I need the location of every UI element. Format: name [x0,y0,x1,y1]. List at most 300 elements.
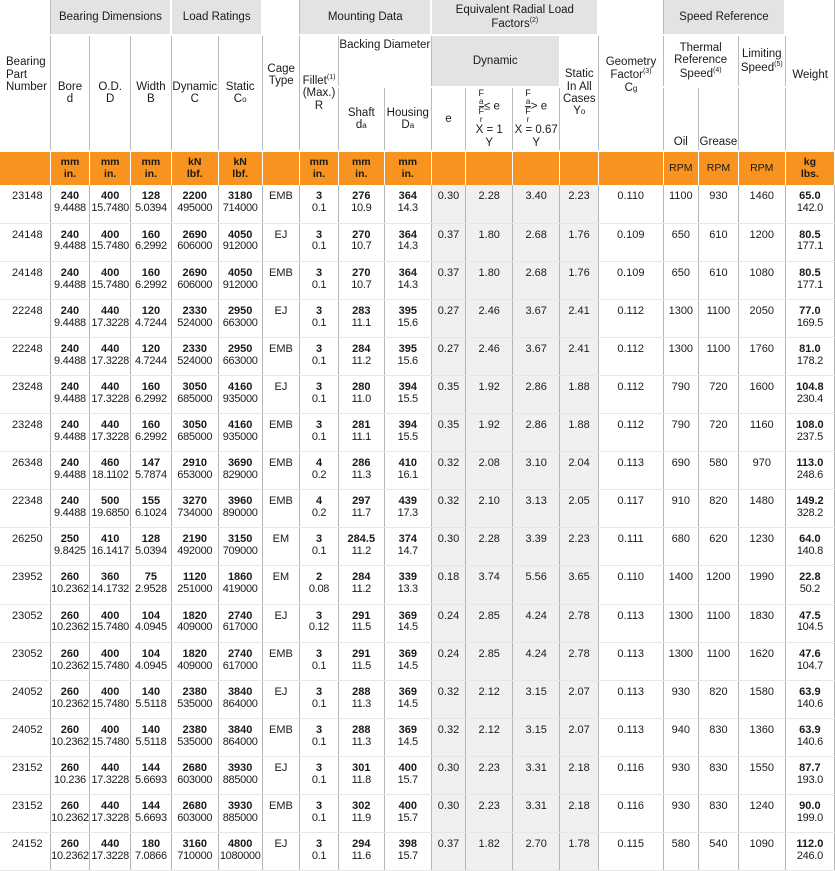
cell-cage-type: EJ [262,833,300,871]
cell-dynamic-rating: 3270 734000 [171,490,218,528]
cell-bore: 260 10.2362 [50,833,90,871]
cell-y0: 1.88 [560,414,599,452]
group-load-ratings: Load Ratings [171,0,262,35]
cell-shaft-diameter: 284 11.2 [338,337,384,375]
cell-part-number: 23248 [0,375,50,413]
cell-y-gt-e: 2.70 [513,833,560,871]
cell-limiting-speed: 1200 [738,223,785,261]
cell-bore: 240 9.4488 [50,452,90,490]
cell-shaft-diameter: 291 11.5 [338,642,384,680]
cell-grease-speed: 830 [699,718,739,756]
cell-width: 147 5.7874 [131,452,172,490]
cell-od: 440 17.3228 [90,337,131,375]
table-row [0,261,835,299]
cell-oil-speed: 930 [663,756,699,794]
cell-dynamic-rating: 3050 685000 [171,414,218,452]
cell-bore: 260 10.2362 [50,642,90,680]
cell-oil-speed: 1300 [663,337,699,375]
cell-y-le-e: 2.10 [466,490,513,528]
cell-oil-speed: 580 [663,833,699,871]
cell-y-gt-e: 5.56 [513,566,560,604]
cell-housing-diameter: 369 14.5 [384,680,431,718]
cell-cage-type: EMB [262,337,300,375]
cell-limiting-speed: 1550 [738,756,785,794]
cell-shaft-diameter: 301 11.8 [338,756,384,794]
cell-y-le-e: 2.08 [466,452,513,490]
cell-width: 160 6.2992 [131,223,172,261]
cell-cage-type: EMB [262,261,300,299]
cell-part-number: 24148 [0,261,50,299]
table-row [0,680,835,718]
cell-grease-speed: 620 [699,528,739,566]
cell-limiting-speed: 1990 [738,566,785,604]
cell-e-factor: 0.32 [431,718,465,756]
cell-static-rating: 2950 663000 [218,337,262,375]
cell-fillet: 4 0.2 [300,490,339,528]
cell-limiting-speed: 970 [738,452,785,490]
cell-cage-type: EMB [262,452,300,490]
cell-housing-diameter: 394 15.5 [384,375,431,413]
cell-static-rating: 3180 714000 [218,185,262,223]
cell-y0: 3.65 [560,566,599,604]
cell-grease-speed: 1100 [699,299,739,337]
cell-dynamic-rating: 1820 409000 [171,604,218,642]
col-thermal-speed: Thermal Reference Speed$^{(4)}$ [663,35,738,87]
table-row [0,490,835,528]
cell-od: 410 16.1417 [90,528,131,566]
cell-oil-speed: 1400 [663,566,699,604]
cell-part-number: 23052 [0,642,50,680]
cell-cage-type: EMB [262,414,300,452]
col-od: O.D. D [90,35,131,151]
col-weight: Weight [785,0,834,151]
table-row [0,414,835,452]
cell-weight: 47.5 104.5 [785,604,834,642]
cell-y-le-e: 1.80 [466,261,513,299]
cell-y-gt-e: 3.15 [513,718,560,756]
cell-y-gt-e: 2.68 [513,223,560,261]
cell-weight: 81.0 178.2 [785,337,834,375]
cell-fillet: 3 0.1 [300,375,339,413]
cell-width: 104 4.0945 [131,642,172,680]
cell-shaft-diameter: 291 11.5 [338,604,384,642]
cell-fillet: 3 0.1 [300,833,339,871]
col-housing: Housing Da [384,87,431,151]
cell-y-gt-e: 3.31 [513,756,560,794]
cell-housing-diameter: 395 15.6 [384,299,431,337]
cell-weight: 149.2 328.2 [785,490,834,528]
cell-part-number: 23152 [0,795,50,833]
cell-shaft-diameter: 294 11.6 [338,833,384,871]
cell-dynamic-rating: 2330 524000 [171,337,218,375]
cell-bore: 250 9.8425 [50,528,90,566]
cell-width: 180 7.0866 [131,833,172,871]
cell-e-factor: 0.32 [431,490,465,528]
cell-part-number: 26348 [0,452,50,490]
col-dynamic-rating: Dynamic C [171,35,218,151]
cell-part-number: 23148 [0,185,50,223]
cell-shaft-diameter: 286 11.3 [338,452,384,490]
cell-fillet: 3 0.1 [300,261,339,299]
cell-geometry-factor: 0.113 [598,680,663,718]
cell-dynamic-rating: 2680 603000 [171,756,218,794]
cell-fillet: 3 0.1 [300,756,339,794]
cell-shaft-diameter: 288 11.3 [338,718,384,756]
cell-cage-type: EJ [262,680,300,718]
cell-cage-type: EMB [262,718,300,756]
cell-static-rating: 4160 935000 [218,414,262,452]
cell-weight: 77.0 169.5 [785,299,834,337]
cell-width: 160 6.2992 [131,375,172,413]
cell-cage-type: EJ [262,756,300,794]
col-part-number: Bearing Part Number [0,0,50,151]
cell-dynamic-rating: 1820 409000 [171,642,218,680]
cell-static-rating: 2740 617000 [218,642,262,680]
col-y-le-e: F a F r ≤ e X = 1 Y [466,87,513,151]
cell-housing-diameter: 364 14.3 [384,261,431,299]
cell-weight: 63.9 140.6 [785,718,834,756]
cell-grease-speed: 1100 [699,604,739,642]
cell-width: 120 4.7244 [131,337,172,375]
cell-od: 400 15.7480 [90,185,131,223]
cell-grease-speed: 610 [699,223,739,261]
cell-grease-speed: 830 [699,756,739,794]
cell-dynamic-rating: 2200 495000 [171,185,218,223]
cell-y-le-e: 2.23 [466,756,513,794]
cell-y0: 2.41 [560,299,599,337]
cell-weight: 113.0 248.6 [785,452,834,490]
group-speed-reference: Speed Reference [663,0,785,35]
cell-bore: 240 9.4488 [50,261,90,299]
cell-e-factor: 0.30 [431,756,465,794]
cell-y-le-e: 1.80 [466,223,513,261]
col-y-gt-e: F a F r > e X = 0.67 Y [513,87,560,151]
cell-cage-type: EJ [262,299,300,337]
cell-static-rating: 3840 864000 [218,718,262,756]
cell-part-number: 24152 [0,833,50,871]
table-row [0,337,835,375]
cell-grease-speed: 540 [699,833,739,871]
cell-e-factor: 0.30 [431,185,465,223]
cell-static-rating: 3930 885000 [218,795,262,833]
cell-limiting-speed: 1620 [738,642,785,680]
cell-part-number: 22348 [0,490,50,528]
cell-oil-speed: 930 [663,795,699,833]
cell-y0: 2.18 [560,795,599,833]
cell-bore: 240 9.4488 [50,337,90,375]
col-cage-type: Cage Type [262,0,300,151]
group-dynamic: Dynamic [431,35,559,87]
cell-width: 140 5.5118 [131,680,172,718]
cell-od: 440 17.3228 [90,299,131,337]
cell-fillet: 3 0.1 [300,185,339,223]
cell-grease-speed: 1100 [699,337,739,375]
cell-limiting-speed: 1360 [738,718,785,756]
cell-bore: 260 10.236 [50,756,90,794]
cell-y-gt-e: 4.24 [513,642,560,680]
cell-dynamic-rating: 2680 603000 [171,795,218,833]
cell-part-number: 24052 [0,718,50,756]
cell-shaft-diameter: 270 10.7 [338,261,384,299]
cell-limiting-speed: 1830 [738,604,785,642]
cell-part-number: 23152 [0,756,50,794]
table-row [0,795,835,833]
col-e: e [431,87,465,151]
cell-dynamic-rating: 2690 606000 [171,223,218,261]
cell-y0: 2.18 [560,756,599,794]
cell-weight: 104.8 230.4 [785,375,834,413]
cell-weight: 87.7 193.0 [785,756,834,794]
cell-limiting-speed: 1600 [738,375,785,413]
cell-cage-type: EMB [262,490,300,528]
cell-weight: 80.5 177.1 [785,223,834,261]
cell-y-le-e: 2.12 [466,680,513,718]
cell-e-factor: 0.24 [431,642,465,680]
cell-oil-speed: 910 [663,490,699,528]
cell-fillet: 2 0.08 [300,566,339,604]
group-backing-diameter: Backing Diameter [338,35,431,87]
cell-y0: 1.76 [560,261,599,299]
group-equivalent-radial-load: Equivalent Radial Load Factors$^{(2)}$ [431,0,598,35]
cell-e-factor: 0.24 [431,604,465,642]
cell-od: 400 15.7480 [90,642,131,680]
cell-shaft-diameter: 288 11.3 [338,680,384,718]
col-geometry-factor: Geometry Factor$^{(3)}$ Cg [598,0,663,151]
col-shaft: Shaft da [338,87,384,151]
cell-dynamic-rating: 2690 606000 [171,261,218,299]
cell-weight: 64.0 140.8 [785,528,834,566]
cell-fillet: 3 0.1 [300,223,339,261]
cell-limiting-speed: 1240 [738,795,785,833]
cell-limiting-speed: 1760 [738,337,785,375]
cell-cage-type: EMB [262,795,300,833]
table-row [0,604,835,642]
cell-geometry-factor: 0.116 [598,795,663,833]
cell-geometry-factor: 0.112 [598,375,663,413]
cell-od: 400 15.7480 [90,718,131,756]
cell-shaft-diameter: 270 10.7 [338,223,384,261]
cell-housing-diameter: 364 14.3 [384,185,431,223]
cell-part-number: 23052 [0,604,50,642]
cell-y-le-e: 2.85 [466,642,513,680]
cell-width: 128 5.0394 [131,185,172,223]
cell-housing-diameter: 398 15.7 [384,833,431,871]
group-mounting-data: Mounting Data [300,0,432,35]
cell-fillet: 3 0.1 [300,414,339,452]
cell-bore: 240 9.4488 [50,375,90,413]
cell-geometry-factor: 0.109 [598,261,663,299]
cell-limiting-speed: 1230 [738,528,785,566]
table-row [0,718,835,756]
cell-fillet: 3 0.1 [300,680,339,718]
cell-y-gt-e: 3.39 [513,528,560,566]
table-row [0,756,835,794]
cell-grease-speed: 1100 [699,642,739,680]
cell-y0: 2.05 [560,490,599,528]
cell-e-factor: 0.32 [431,680,465,718]
cell-y-gt-e: 2.86 [513,414,560,452]
cell-geometry-factor: 0.110 [598,185,663,223]
cell-geometry-factor: 0.110 [598,566,663,604]
cell-housing-diameter: 400 15.7 [384,795,431,833]
cell-bore: 260 10.2362 [50,718,90,756]
cell-width: 75 2.9528 [131,566,172,604]
cell-oil-speed: 680 [663,528,699,566]
table-row [0,528,835,566]
cell-y0: 2.23 [560,185,599,223]
cell-shaft-diameter: 280 11.0 [338,375,384,413]
cell-static-rating: 3690 829000 [218,452,262,490]
cell-oil-speed: 650 [663,261,699,299]
cell-part-number: 23952 [0,566,50,604]
table-row [0,566,835,604]
cell-dynamic-rating: 1120 251000 [171,566,218,604]
cell-oil-speed: 930 [663,680,699,718]
table-row [0,642,835,680]
table-row [0,375,835,413]
cell-static-rating: 3840 864000 [218,680,262,718]
cell-shaft-diameter: 284 11.2 [338,566,384,604]
cell-y-gt-e: 3.10 [513,452,560,490]
cell-weight: 65.0 142.0 [785,185,834,223]
cell-bore: 240 9.4488 [50,185,90,223]
cell-geometry-factor: 0.111 [598,528,663,566]
cell-limiting-speed: 1460 [738,185,785,223]
cell-y0: 2.41 [560,337,599,375]
cell-od: 440 17.3228 [90,795,131,833]
cell-static-rating: 4050 912000 [218,223,262,261]
cell-y-le-e: 2.46 [466,299,513,337]
cell-e-factor: 0.32 [431,452,465,490]
cell-cage-type: EMB [262,185,300,223]
cell-weight: 22.8 50.2 [785,566,834,604]
cell-housing-diameter: 394 15.5 [384,414,431,452]
cell-bore: 260 10.2362 [50,566,90,604]
cell-geometry-factor: 0.116 [598,756,663,794]
cell-cage-type: EM [262,528,300,566]
cell-static-rating: 2740 617000 [218,604,262,642]
cell-e-factor: 0.18 [431,566,465,604]
cell-bore: 260 10.2362 [50,680,90,718]
cell-geometry-factor: 0.117 [598,490,663,528]
cell-fillet: 3 0.1 [300,795,339,833]
cell-bore: 240 9.4488 [50,299,90,337]
cell-cage-type: EMB [262,642,300,680]
cell-grease-speed: 820 [699,490,739,528]
cell-y-gt-e: 3.13 [513,490,560,528]
cell-housing-diameter: 369 14.5 [384,642,431,680]
cell-weight: 112.0 246.0 [785,833,834,871]
cell-od: 400 15.7480 [90,604,131,642]
cell-y-le-e: 2.46 [466,337,513,375]
cell-geometry-factor: 0.109 [598,223,663,261]
cell-oil-speed: 1300 [663,642,699,680]
table-row [0,185,835,223]
cell-housing-diameter: 364 14.3 [384,223,431,261]
col-bore: Bore d [50,35,90,151]
cell-static-rating: 3960 890000 [218,490,262,528]
group-bearing-dimensions: Bearing Dimensions [50,0,171,35]
cell-y-le-e: 2.28 [466,528,513,566]
cell-od: 440 17.3228 [90,414,131,452]
cell-fillet: 3 0.1 [300,299,339,337]
cell-part-number: 22248 [0,299,50,337]
cell-od: 360 14.1732 [90,566,131,604]
cell-oil-speed: 650 [663,223,699,261]
cell-oil-speed: 790 [663,414,699,452]
cell-width: 160 6.2992 [131,261,172,299]
cell-fillet: 3 0.1 [300,337,339,375]
cell-y0: 2.78 [560,642,599,680]
cell-y-le-e: 1.92 [466,375,513,413]
cell-od: 500 19.6850 [90,490,131,528]
cell-y0: 1.88 [560,375,599,413]
cell-limiting-speed: 1480 [738,490,785,528]
cell-limiting-speed: 1080 [738,261,785,299]
cell-dynamic-rating: 2380 535000 [171,718,218,756]
cell-bore: 260 10.2362 [50,795,90,833]
cell-bore: 240 9.4488 [50,223,90,261]
cell-fillet: 3 0.1 [300,718,339,756]
cell-geometry-factor: 0.115 [598,833,663,871]
cell-y-le-e: 1.92 [466,414,513,452]
cell-fillet: 4 0.2 [300,452,339,490]
cell-y0: 2.23 [560,528,599,566]
cell-static-rating: 3150 709000 [218,528,262,566]
cell-e-factor: 0.37 [431,223,465,261]
col-limiting-blank [738,87,785,151]
col-grease: Grease [699,87,739,151]
cell-e-factor: 0.27 [431,299,465,337]
cell-od: 440 17.3228 [90,833,131,871]
cell-oil-speed: 1300 [663,604,699,642]
cell-od: 440 17.3228 [90,756,131,794]
cell-y-le-e: 2.23 [466,795,513,833]
cell-static-rating: 4800 1080000 [218,833,262,871]
cell-e-factor: 0.27 [431,337,465,375]
cell-weight: 108.0 237.5 [785,414,834,452]
table-row [0,299,835,337]
cell-weight: 80.5 177.1 [785,261,834,299]
cell-width: 120 4.7244 [131,299,172,337]
cell-bore: 260 10.2362 [50,604,90,642]
cell-geometry-factor: 0.113 [598,604,663,642]
cell-weight: 47.6 104.7 [785,642,834,680]
cell-weight: 63.9 140.6 [785,680,834,718]
cell-static-rating: 1860 419000 [218,566,262,604]
cell-cage-type: EJ [262,223,300,261]
cell-cage-type: EJ [262,375,300,413]
cell-housing-diameter: 369 14.5 [384,718,431,756]
cell-y-gt-e: 2.86 [513,375,560,413]
cell-e-factor: 0.37 [431,833,465,871]
cell-y0: 2.07 [560,680,599,718]
cell-weight: 90.0 199.0 [785,795,834,833]
cell-width: 140 5.5118 [131,718,172,756]
cell-y-gt-e: 3.67 [513,299,560,337]
col-fillet: Fillet$^{(1)}$ (Max.) R [300,35,339,151]
cell-shaft-diameter: 284.5 11.2 [338,528,384,566]
cell-fillet: 3 0.1 [300,528,339,566]
cell-part-number: 24148 [0,223,50,261]
cell-shaft-diameter: 302 11.9 [338,795,384,833]
table-row [0,223,835,261]
cell-grease-speed: 580 [699,452,739,490]
cell-fillet: 3 0.12 [300,604,339,642]
cell-part-number: 24052 [0,680,50,718]
cell-limiting-speed: 2050 [738,299,785,337]
cell-od: 440 17.3228 [90,375,131,413]
